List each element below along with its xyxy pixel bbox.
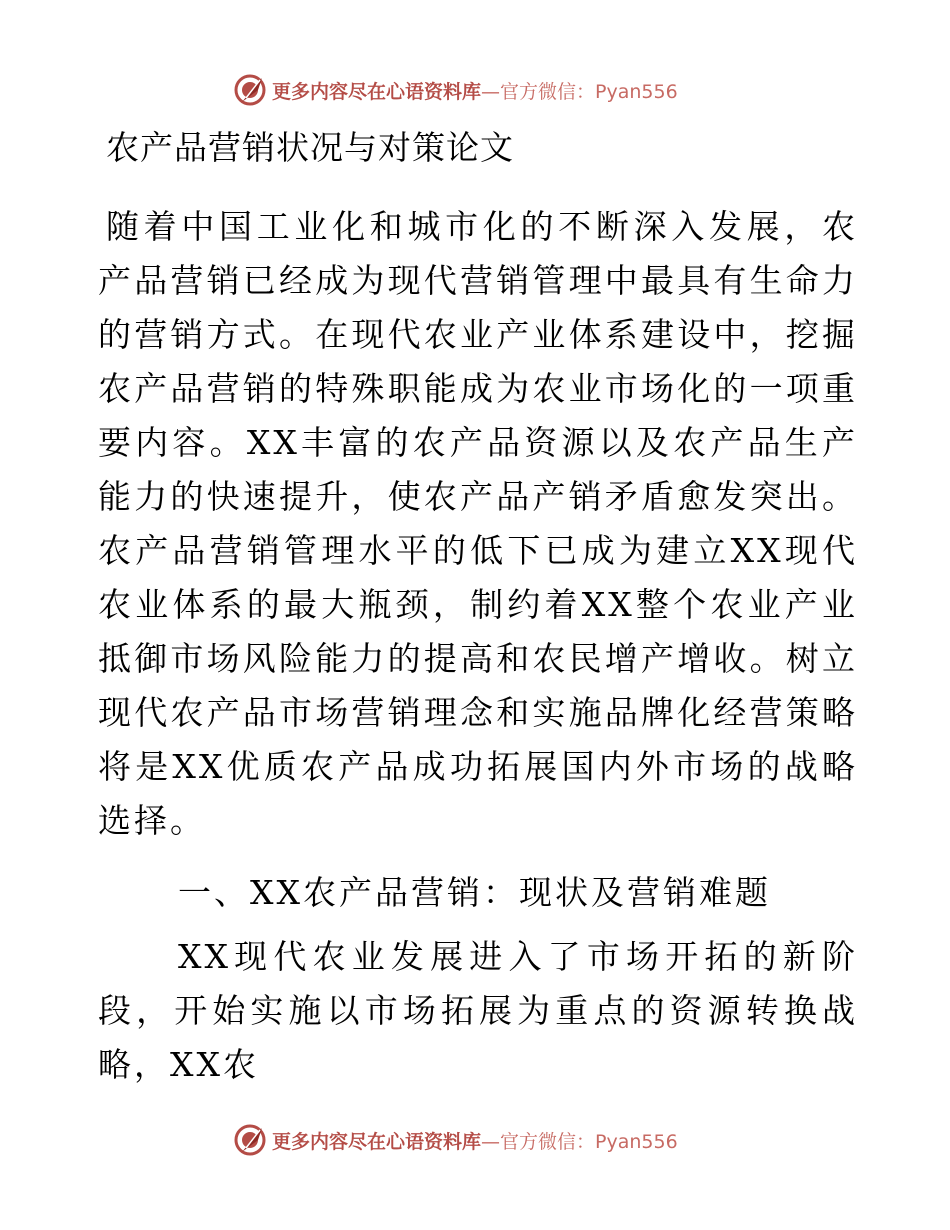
quill-pen-logo-icon bbox=[232, 72, 268, 108]
footer-banner bbox=[232, 1122, 678, 1158]
body-paragraph: XX现代农业发展进入了市场开拓的新阶段，开始实施以市场拓展为重点的资源转换战略，XX农 bbox=[98, 937, 858, 1084]
intro-paragraph bbox=[98, 200, 858, 848]
document-title: 农产品营销状况与对策论文 bbox=[106, 128, 514, 167]
quill-pen-logo-icon bbox=[232, 1122, 268, 1158]
section-heading: 一、XX农产品营销：现状及营销难题 bbox=[178, 873, 771, 912]
footer-contact: —官方微信：Pyan556 bbox=[481, 1130, 678, 1153]
header-contact: —官方微信：Pyan556 bbox=[481, 80, 678, 103]
footer-site-name: 更多内容尽在心语资料库 bbox=[272, 1130, 482, 1153]
document-body bbox=[98, 122, 858, 1092]
header-site-name: 更多内容尽在心语资料库 bbox=[272, 80, 482, 103]
header-banner bbox=[232, 72, 678, 108]
intro-paragraph-text: 随着中国工业化和城市化的不断深入发展，农产品营销已经成为现代营销管理中最具有生命力的营销方式。在现代农业产业体系建设中，挖掘农产品营销的特殊职能成为农业市场化的一项重要内容。XX丰富的农产品资源以及农产品生产能力的快速提升，使农产品产销矛盾愈发突出。农产品营销管理水平的低下已成为建立XX现代农业体系的最大瓶颈，制约着XX整个农业产业抵御市场风险能力的提高和农民增产增收。树立现代农产品市场营销理念和实施品牌化经营策略将是XX优质农产品成功拓展国内外市场的战略选择。 bbox=[98, 207, 858, 840]
